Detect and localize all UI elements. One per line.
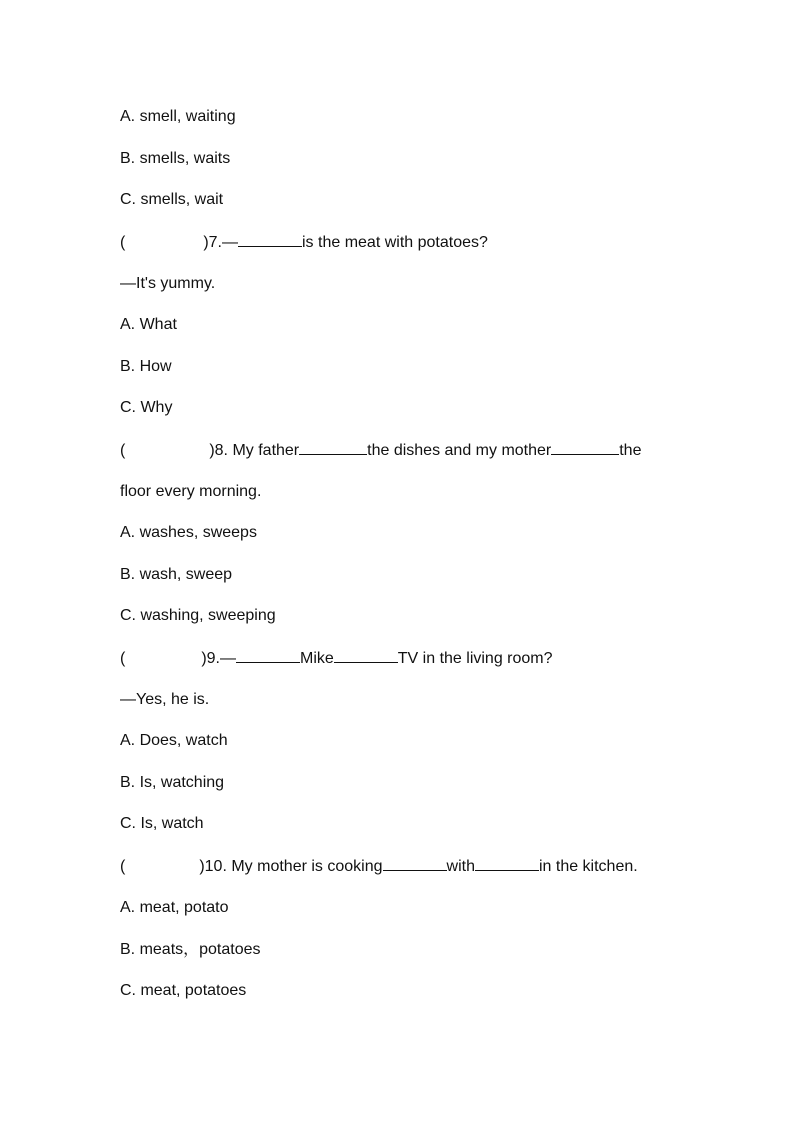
q7-option-b: B. How [120, 358, 172, 375]
q8-blank-2 [551, 440, 619, 455]
q9-question [120, 648, 553, 669]
q9-option-a: A. Does, watch [120, 732, 228, 749]
q10-text-3: in the kitchen. [538, 858, 638, 875]
q7-question [120, 232, 488, 253]
q10-option-a: A. meat, potato [120, 899, 229, 916]
q8-question [120, 440, 641, 461]
q8-option-c: C. washing, sweeping [120, 607, 276, 624]
q8-blank-1 [299, 440, 367, 455]
q9-option-c: C. Is, watch [120, 815, 204, 832]
q10-open-paren: ( [120, 858, 126, 875]
q10-option-c: C. meat, potatoes [120, 982, 247, 999]
q10-blank-1 [383, 856, 447, 871]
q9-text-1: Mike [300, 650, 334, 667]
q8-text-3: the [619, 442, 642, 459]
q10-text-2: with [446, 858, 475, 875]
q8-option-b: B. wash, sweep [120, 566, 233, 583]
q9-option-b: B. Is, watching [120, 774, 225, 791]
q10-option-b: B. meats，potatoes [120, 941, 261, 958]
q7-open-paren: ( [120, 234, 126, 251]
q9-blank-1 [236, 648, 300, 663]
q9-response: —Yes, he is. [120, 691, 210, 708]
q8-text-2: the dishes and my mother [367, 442, 552, 459]
q8-option-a: A. washes, sweeps [120, 524, 257, 541]
q10-number: )10. [199, 858, 227, 875]
q6-option-c: C. smells, wait [120, 191, 224, 208]
q9-number: )9.— [201, 650, 236, 667]
q8-text-1: My father [228, 442, 300, 459]
q8-continuation: floor every morning. [120, 483, 262, 500]
q7-response: —It's yummy. [120, 275, 216, 292]
q7-text: is the meat with potatoes? [302, 234, 488, 251]
q10-question [120, 856, 638, 877]
q7-option-c: C. Why [120, 399, 173, 416]
q9-open-paren: ( [120, 650, 126, 667]
q8-number: )8. [209, 442, 228, 459]
q6-option-b: B. smells, waits [120, 150, 231, 167]
q10-text-1: My mother is cooking [226, 858, 383, 875]
q7-option-a: A. What [120, 316, 177, 333]
q9-blank-2 [334, 648, 398, 663]
q10-blank-2 [475, 856, 539, 871]
q7-blank [238, 232, 302, 247]
q8-open-paren: ( [120, 442, 126, 459]
q6-option-a: A. smell, waiting [120, 108, 236, 125]
q7-number: )7.— [203, 234, 238, 251]
q9-text-2: TV in the living room? [397, 650, 553, 667]
